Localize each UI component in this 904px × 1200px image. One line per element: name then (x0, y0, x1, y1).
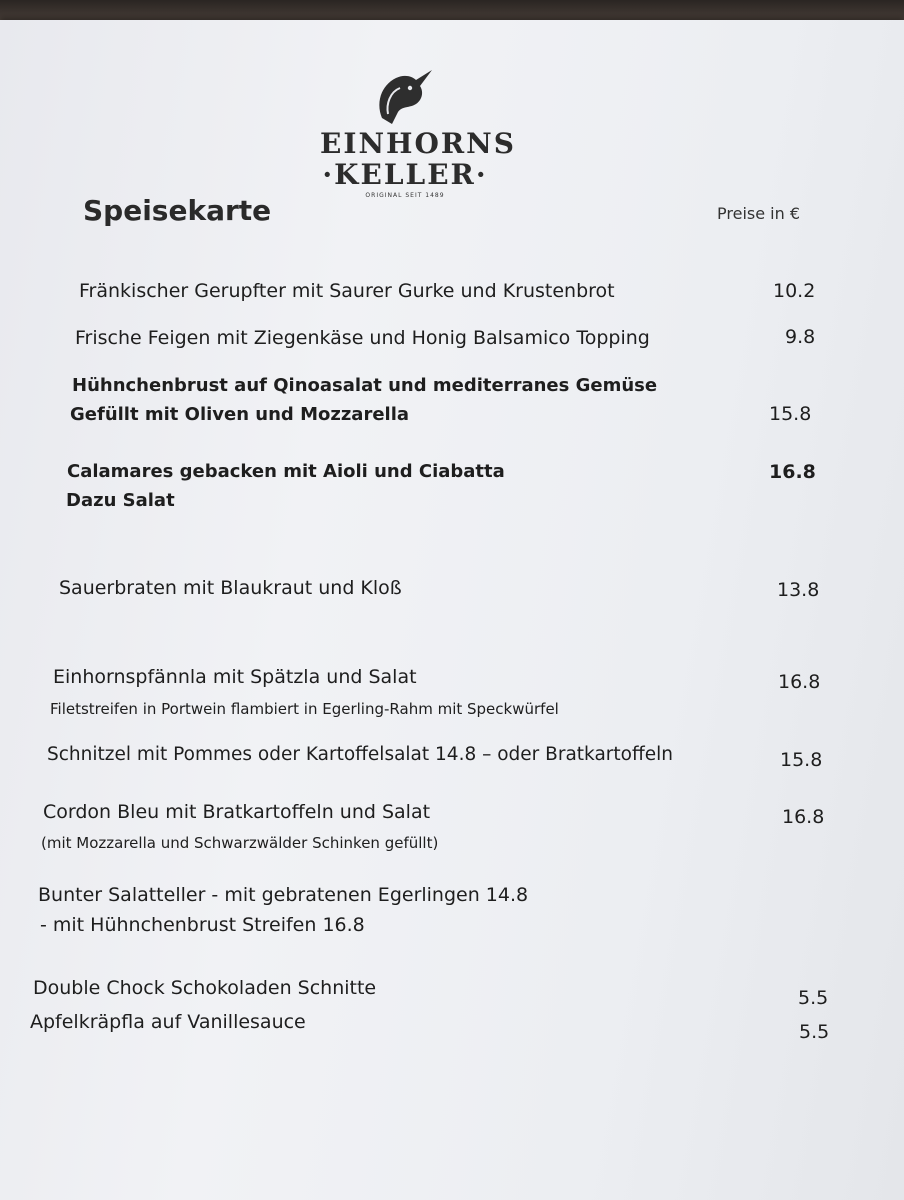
logo-line-2: ·KELLER· (322, 158, 488, 191)
logo-line-1: EINHORNS (320, 127, 516, 160)
menu-item-detail: (mit Mozzarella und Schwarzwälder Schinken gefüllt) (41, 834, 439, 852)
menu-item-price: 9.8 (785, 326, 816, 348)
logo-since: ORIGINAL SEIT 1489 (365, 192, 445, 199)
currency-note: Preise in € (717, 204, 800, 223)
menu-item-detail: Filetstreifen in Portwein flambiert in Egerling-Rahm mit Speckwürfel (50, 700, 559, 718)
unicorn-head-icon (370, 68, 440, 126)
restaurant-logo (320, 68, 516, 208)
menu-item-price: 5.5 (799, 1021, 830, 1043)
menu-item-price: 16.8 (778, 671, 821, 693)
menu-item-name: Hühnchenbrust auf Qinoasalat und mediterranes Gemüse (72, 375, 658, 396)
menu-item-detail: Gefüllt mit Oliven und Mozzarella (70, 404, 410, 425)
menu-item-price: 10.2 (773, 280, 816, 302)
menu-item-name: Double Chock Schokoladen Schnitte (33, 977, 377, 999)
menu-item-price: 5.5 (798, 987, 829, 1009)
menu-item-name: Fränkischer Gerupfter mit Saurer Gurke und Krustenbrot (79, 280, 615, 302)
menu-item-name: Bunter Salatteller - mit gebratenen Egerlingen 14.8 (38, 884, 529, 906)
menu-item-price: 16.8 (782, 806, 825, 828)
menu-item-detail: Dazu Salat (66, 490, 175, 511)
menu-item-price: 15.8 (769, 403, 812, 425)
menu-item-name: Einhornspfännla mit Spätzla und Salat (53, 666, 417, 688)
menu-item-name: Calamares gebacken mit Aioli und Ciabatta (67, 461, 505, 482)
menu-item-name: Frische Feigen mit Ziegenkäse und Honig Balsamico Topping (75, 327, 650, 349)
menu-item-name: Apfelkräpfla auf Vanillesauce (30, 1011, 306, 1033)
menu-item-price: 13.8 (777, 579, 820, 601)
background-table-edge (0, 0, 904, 22)
menu-item-name: Cordon Bleu mit Bratkartoffeln und Salat (43, 801, 431, 823)
menu-item-name: Sauerbraten mit Blaukraut und Kloß (59, 577, 402, 599)
menu-item-price: 16.8 (769, 461, 816, 483)
menu-sheet (0, 20, 904, 1200)
menu-item-price: 15.8 (780, 749, 823, 771)
menu-item-detail: - mit Hühnchenbrust Streifen 16.8 (40, 914, 365, 936)
page-title: Speisekarte (83, 194, 272, 227)
menu-item-name: Schnitzel mit Pommes oder Kartoffelsalat 14.8 – oder Bratkartoffeln (47, 744, 673, 765)
